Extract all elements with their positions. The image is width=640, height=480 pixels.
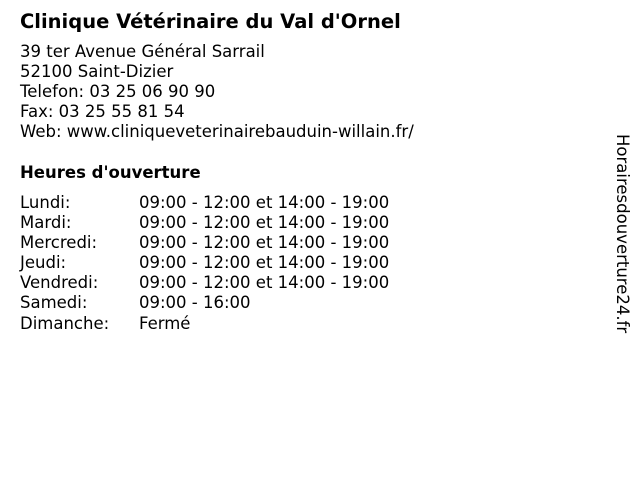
clinic-name: Clinique Vétérinaire du Val d'Ornel	[20, 10, 401, 33]
day-label: Samedi:	[20, 293, 88, 313]
day-label: Dimanche:	[20, 313, 110, 333]
hours-row-monday	[20, 193, 389, 213]
day-label: Mercredi:	[20, 233, 98, 253]
site-watermark: Horairesdouverture24.fr	[613, 134, 632, 334]
day-hours: Fermé	[139, 313, 191, 333]
day-hours: 09:00 - 12:00 et 14:00 - 19:00	[139, 273, 390, 293]
day-label: Vendredi:	[20, 273, 99, 293]
hours-row-tuesday	[20, 213, 389, 233]
hours-row-sunday	[20, 314, 389, 334]
address-street: 39 ter Avenue Général Sarrail	[20, 42, 265, 61]
hours-row-thursday	[20, 253, 389, 273]
hours-heading: Heures d'ouverture	[20, 163, 201, 182]
day-hours: 09:00 - 12:00 et 14:00 - 19:00	[139, 213, 390, 233]
day-hours: 09:00 - 12:00 et 14:00 - 19:00	[139, 253, 390, 273]
day-hours: 09:00 - 12:00 et 14:00 - 19:00	[139, 193, 390, 212]
hours-row-saturday	[20, 293, 389, 313]
fax-number: Fax: 03 25 55 81 54	[20, 102, 185, 121]
day-label: Jeudi:	[20, 253, 67, 273]
hours-row-wednesday	[20, 233, 389, 253]
website: Web: www.cliniqueveterinairebauduin-willain.fr/	[20, 122, 414, 141]
day-hours: 09:00 - 16:00	[139, 293, 251, 313]
day-hours: 09:00 - 12:00 et 14:00 - 19:00	[139, 233, 390, 253]
contact-block	[20, 42, 414, 142]
hours-row-friday	[20, 273, 389, 293]
address-city: 52100 Saint-Dizier	[20, 62, 174, 81]
day-label: Lundi:	[20, 193, 71, 212]
phone-number: Telefon: 03 25 06 90 90	[20, 82, 216, 101]
day-label: Mardi:	[20, 213, 72, 233]
opening-hours-table	[20, 193, 389, 334]
